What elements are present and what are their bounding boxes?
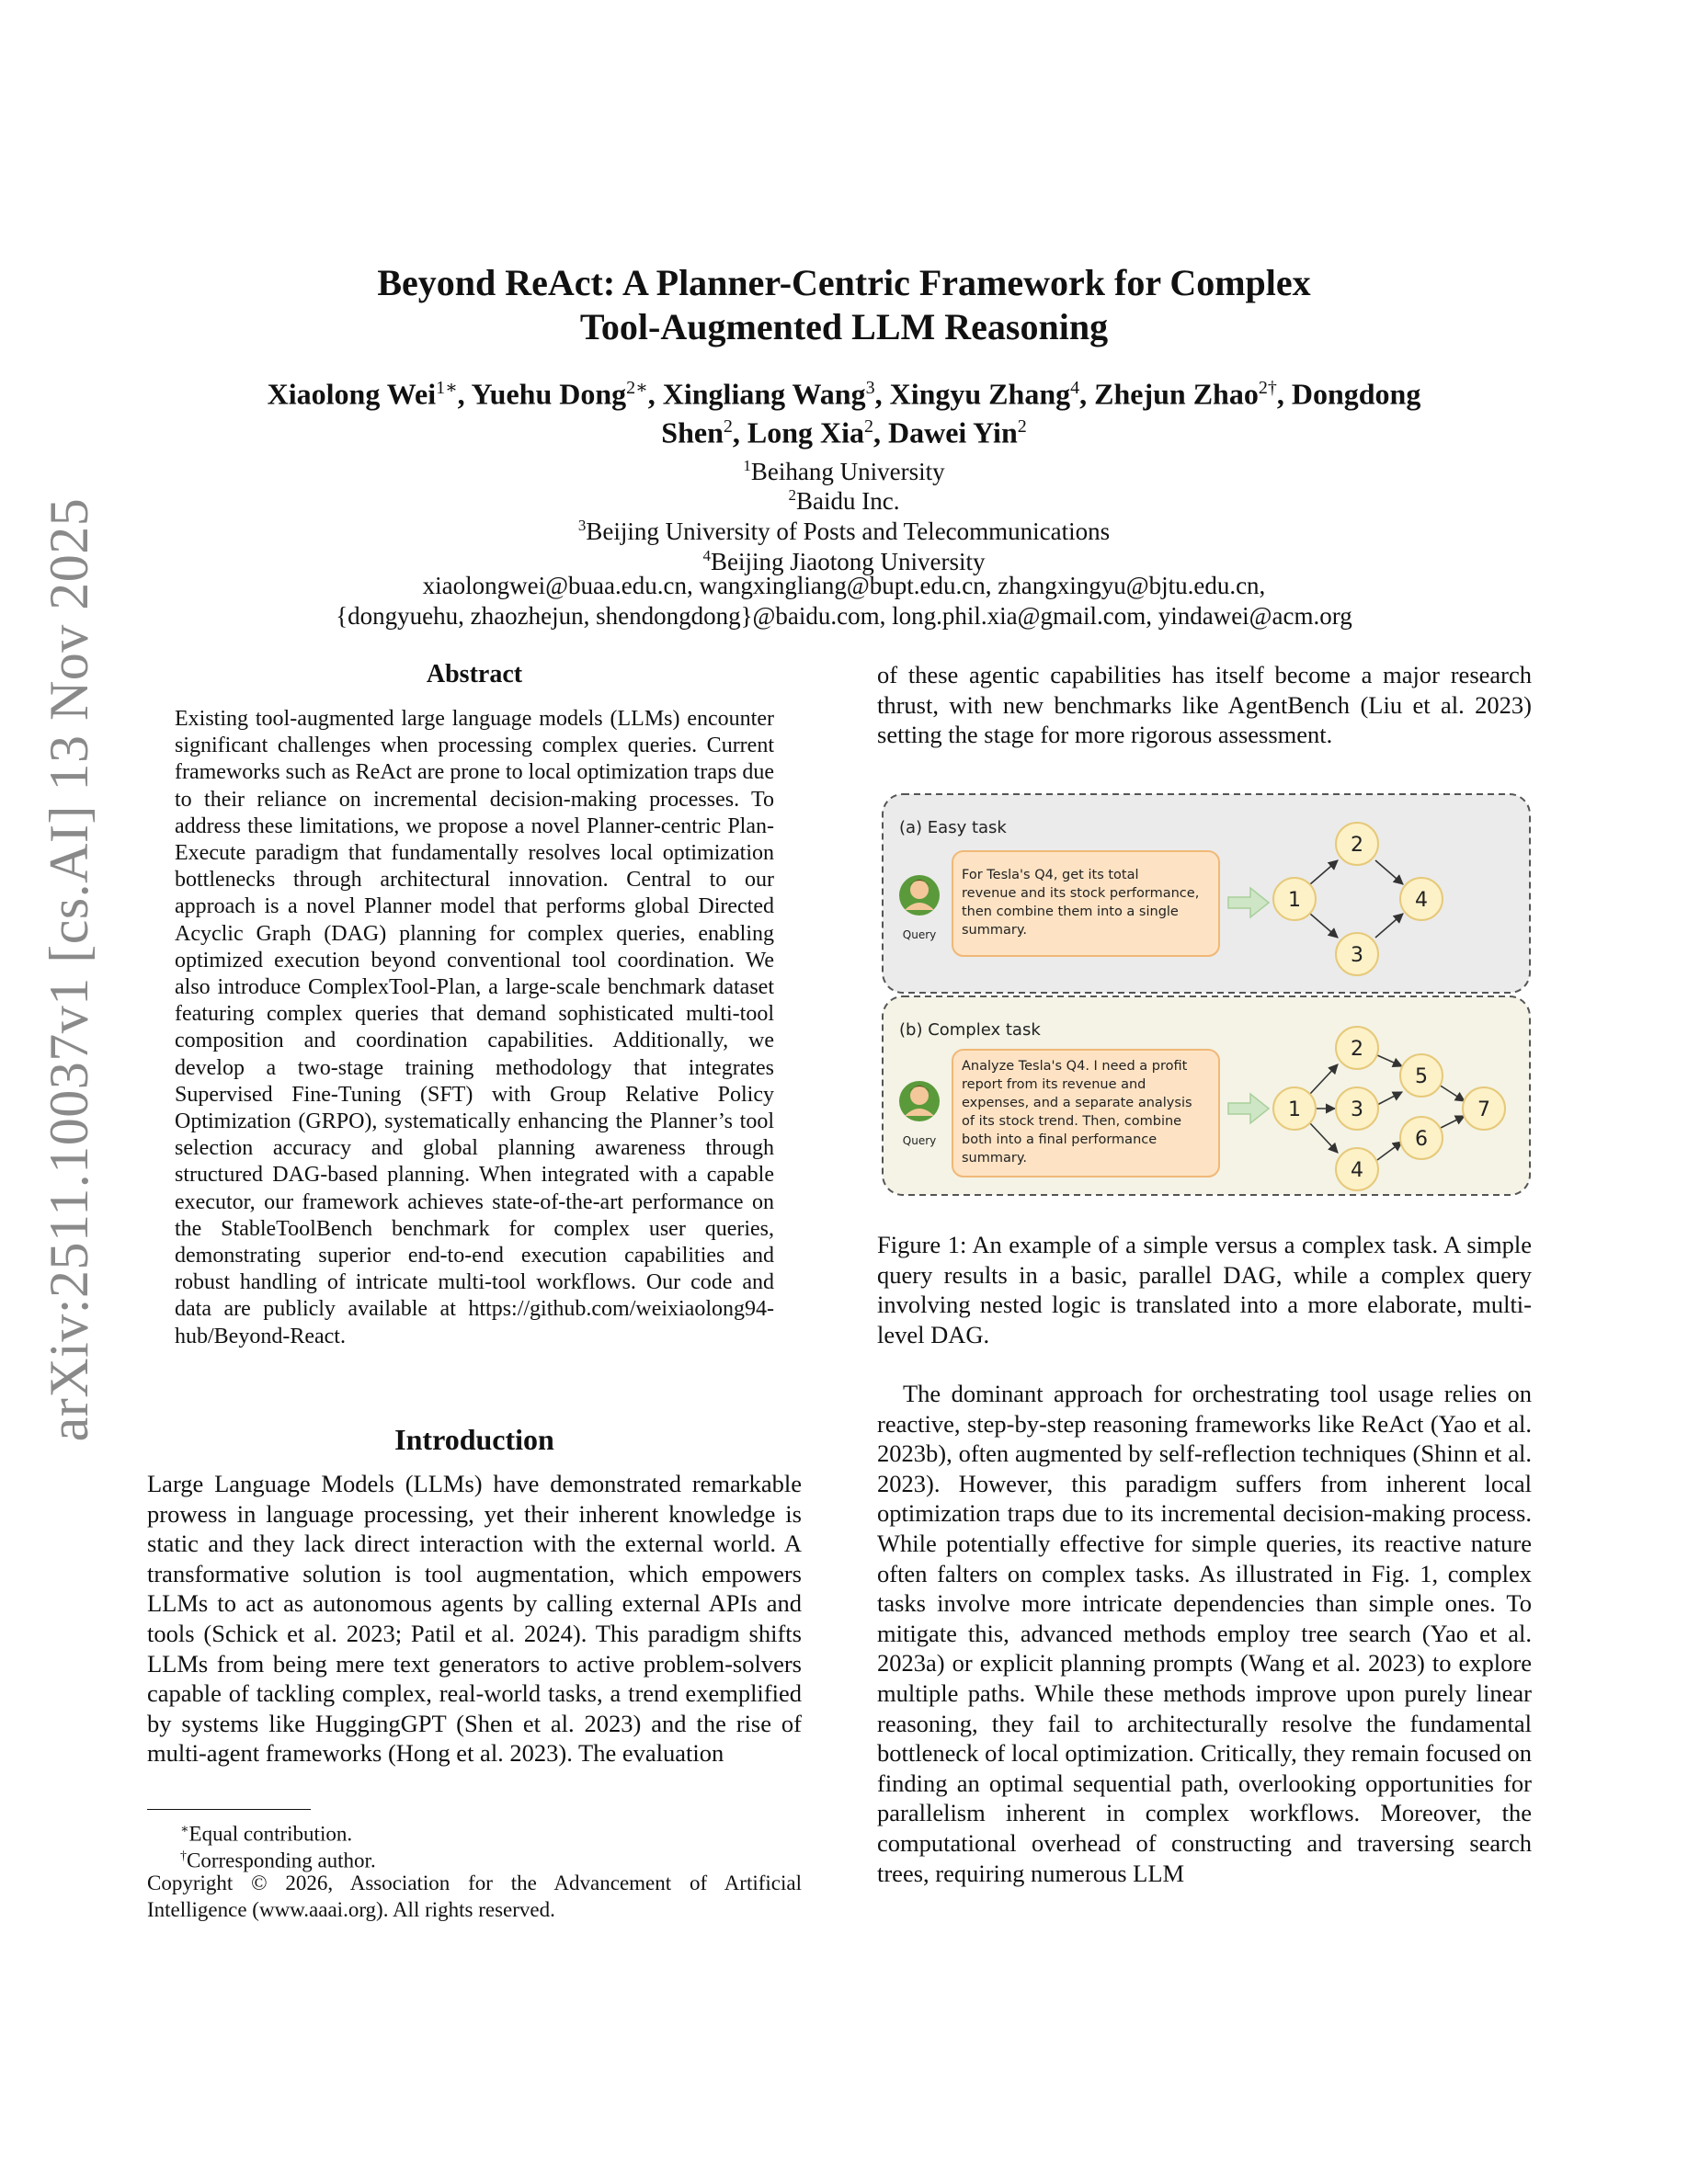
author-list-line-2: Shen$^2$, Long Xia$^2$, Dawei Yin$^2$ xyxy=(661,415,1027,449)
dag-node-label: 4 xyxy=(1415,889,1428,912)
author-name: Zhejun Zhao xyxy=(1094,377,1259,411)
author-name: Dongdong xyxy=(1291,377,1421,411)
email-line-1: xiaolongwei@buaa.edu.cn, wangxingliang@bupt.edu.cn, zhangxingyu@bjtu.edu.cn, xyxy=(422,572,1266,599)
complex-task-label: (b) Complex task xyxy=(899,1020,1041,1040)
author-affil-mark: 2† xyxy=(1258,378,1277,398)
introduction-heading: Introduction xyxy=(394,1423,554,1456)
abstract-heading: Abstract xyxy=(426,660,523,688)
complex-query-line: of its stock trend. Then, combine xyxy=(962,1114,1182,1129)
dag-node-label: 4 xyxy=(1351,1159,1363,1182)
author-affil-mark: 2 xyxy=(1017,416,1027,437)
author-affil-mark: 2 xyxy=(864,416,873,437)
figure-1-caption: Figure 1: An example of a simple versus a complex task. A simple query results in a basic, parallel DAG, while a complex query involving nested logic is translated into a more elaborate, multi-level DAG. xyxy=(877,1231,1532,1348)
affiliation-mark: 3 xyxy=(577,517,587,534)
author-name: Dawei Yin xyxy=(888,415,1018,449)
query-label: Query xyxy=(902,1134,937,1147)
author-affil-mark: 3 xyxy=(865,378,875,398)
affiliation-mark: 1 xyxy=(743,457,751,474)
footnote-mark: † xyxy=(180,1849,187,1863)
intro-paragraph-2 xyxy=(877,1379,1532,1888)
easy-task-label: (a) Easy task xyxy=(899,818,1007,837)
easy-query-line: then combine them into a single xyxy=(962,904,1179,919)
author-affil-mark: 4 xyxy=(1070,378,1080,398)
query-label: Query xyxy=(902,928,937,941)
affiliation-name: Beijing University of Posts and Telecommunications xyxy=(586,518,1111,545)
easy-query-line: summary. xyxy=(962,923,1027,938)
dag-node-label: 2 xyxy=(1351,834,1363,857)
dag-node-label: 1 xyxy=(1288,1098,1301,1121)
affiliation-mark: 2 xyxy=(788,486,796,504)
author-affil-mark: 2∗ xyxy=(626,378,648,398)
author-name: Long Xia xyxy=(747,415,864,449)
complex-query-line: Analyze Tesla's Q4. I need a profit xyxy=(962,1059,1188,1074)
intro-paragraph-1-continued-text: of these agentic capabilities has itself become a major research thrust, with new benchmarks like AgentBench (Liu et al. 2023) setting the stage for more rigorous assessment. xyxy=(877,661,1532,749)
arxiv-stamp-text: arXiv:2511.10037v1 [cs.AI] 13 Nov 2025 xyxy=(39,497,99,1442)
footnote-text: Corresponding author. xyxy=(187,1848,376,1872)
complex-query-line: both into a final performance xyxy=(962,1132,1158,1147)
dag-node-label: 2 xyxy=(1351,1038,1363,1061)
paper-title-line-2: Tool-Augmented LLM Reasoning xyxy=(579,306,1109,347)
footnote-mark: ∗ xyxy=(180,1823,189,1837)
author-name: Yuehu Dong xyxy=(471,377,627,411)
author-name: Xingliang Wang xyxy=(662,377,866,411)
footnote-rule xyxy=(147,1809,311,1810)
user-avatar-icon xyxy=(899,1081,940,1121)
author-list-line-1: Xiaolong Wei$^{1∗}$, Yuehu Dong$^{2∗}$, Xingliang Wang$^3$, Xingyu Zhang$^4$, Zhejun Zhao$^{2\dagger}$, Dongdong xyxy=(267,377,1421,411)
complex-query-line: report from its revenue and xyxy=(962,1077,1146,1092)
affiliation-name: Baidu Inc. xyxy=(796,487,900,515)
dag-node-label: 6 xyxy=(1415,1128,1428,1151)
author-affil-mark: 1∗ xyxy=(436,378,458,398)
email-line-2: {dongyuehu, zhaozhejun, shendongdong}@baidu.com, long.phil.xia@gmail.com, yindawei@acm.org xyxy=(336,602,1352,630)
easy-query-line: revenue and its stock performance, xyxy=(962,886,1200,901)
author-name: Shen xyxy=(661,415,724,449)
dag-node-label: 5 xyxy=(1415,1065,1428,1088)
affiliation-name: Beihang University xyxy=(750,458,945,485)
arxiv-stamp xyxy=(37,464,101,1475)
dag-node-label: 3 xyxy=(1351,1098,1363,1121)
intro-paragraph-2-text: The dominant approach for orchestrating tool usage relies on reactive, step-by-step reasoning frameworks like ReAct (Yao et al. 2023b), often augmented by self-reflection techniques (Shinn et al. 2023). However, this paradigm suffers from inherent local optimization traps due to its incremental decision-making process. While potentially effective for simple queries, its reactive nature often falters on complex tasks. As illustrated in Fig. 1, complex tasks involve more intricate dependencies than simple ones. To mitigate this, advanced methods employ tree search (Yao et al. 2023a) or explicit planning prompts (Wang et al. 2023) to explore multiple paths. While these methods improve upon purely linear reasoning, they fail to architecturally resolve the fundamental bottleneck of local optimization. Critically, they remain focused on finding an optimal sequential path, overlooking opportunities for parallelism inherent in complex workflows. Moreover, the computational overhead of constructing and traversing search trees, requiring numerous LLM xyxy=(877,1380,1532,1887)
copyright-notice: Copyright © 2026, Association for the Advancement of Artificial Intelligence (www.aaai.org). All rights reserved. xyxy=(147,1871,802,1921)
dag-node-label: 7 xyxy=(1477,1098,1490,1121)
user-avatar-icon xyxy=(899,875,940,916)
easy-query-line: For Tesla's Q4, get its total xyxy=(962,868,1139,882)
author-name: Xingyu Zhang xyxy=(889,377,1071,411)
complex-query-line: summary. xyxy=(962,1151,1027,1166)
intro-paragraph-1 xyxy=(147,1469,802,1769)
figure-1 xyxy=(879,789,1534,1202)
dag-node-label: 3 xyxy=(1351,944,1363,967)
intro-paragraph-1-continued xyxy=(877,660,1532,750)
complex-query-line: expenses, and a separate analysis xyxy=(962,1096,1192,1110)
paper-title-line-1: Beyond ReAct: A Planner-Centric Framework for Complex xyxy=(377,262,1311,303)
footnote-text: Equal contribution. xyxy=(188,1822,353,1846)
abstract-text: Existing tool-augmented large language models (LLMs) encounter significant challenges when processing complex queries. Current frameworks such as ReAct are prone to local optimization traps due to their reliance on incremental decision-making processes. To address these limitations, we propose a novel Planner-centric Plan-Execute paradigm that fundamentally resolves local optimization bottlenecks through architectural innovation. Central to our approach is a novel Planner model that performs global Directed Acyclic Graph (DAG) planning for complex queries, enabling optimized execution beyond conventional tool coordination. We also introduce ComplexTool-Plan, a large-scale benchmark dataset featuring complex queries that demand sophisticated multi-tool composition and coordination capabilities. Additionally, we develop a two-stage training methodology that integrates Supervised Fine-Tuning (SFT) with Group Relative Policy Optimization (GRPO), systematically enhancing the Planner’s tool selection accuracy and global planning awareness through structured DAG-based planning. When integrated with a capable executor, our framework achieves state-of-the-art performance on the StableToolBench benchmark for complex user queries, demonstrating superior end-to-end execution capabilities and robust handling of intricate multi-tool workflows. Our code and data are publicly available at https://github.com/weixiaolong94-hub/Beyond-React. xyxy=(175,707,774,1348)
author-name: Xiaolong Wei xyxy=(267,377,437,411)
author-affil-mark: 2 xyxy=(723,416,733,437)
intro-paragraph-1-text: Large Language Models (LLMs) have demonstrated remarkable prowess in language processing, yet their inherent knowledge is static and they lack direct interaction with the external world. A transformative solution is tool augmentation, which empowers LLMs to act as autonomous agents by calling external APIs and tools (Schick et al. 2023; Patil et al. 2024). This paradigm shifts LLMs from being mere text generators to active problem-solvers capable of tackling complex, real-world tasks, a trend exemplified by systems like HuggingGPT (Shen et al. 2023) and the rise of multi-agent frameworks (Hong et al. 2023). The evaluation xyxy=(147,1470,802,1768)
affiliation-mark: 4 xyxy=(702,547,711,564)
dag-node-label: 1 xyxy=(1288,889,1301,912)
affiliation-name: Beijing Jiaotong University xyxy=(711,548,986,575)
